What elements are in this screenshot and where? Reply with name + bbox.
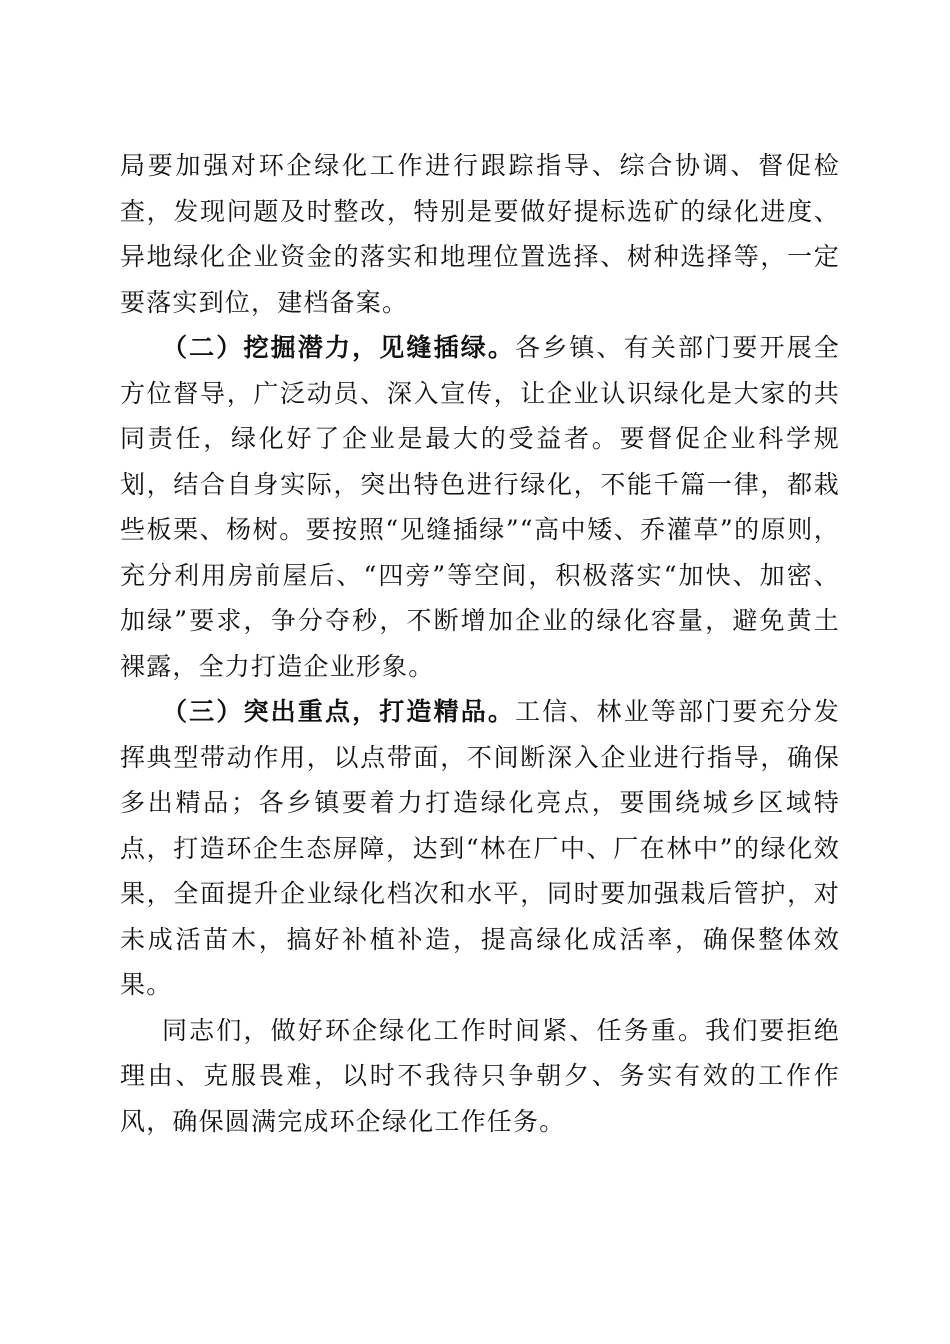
paragraph-section-two <box>120 325 840 689</box>
paragraph-continuation <box>120 143 840 325</box>
paragraph-text: 同志们，做好环企绿化工作时间紧、任务重。我们要拒绝理由、克服畏难，以时不我待只争朝夕、务实有效的工作作风，确保圆满完成环企绿化工作任务。 <box>120 1015 840 1136</box>
section-heading: （二）挖掘潜力，见缝插绿。 <box>162 333 516 362</box>
paragraph-text: 局要加强对环企绿化工作进行跟踪指导、综合协调、督促检查，发现问题及时整改，特别是要做好提标选矿的绿化进度、异地绿化企业资金的落实和地理位置选择、树种选择等，一定要落实到位，建档备案。 <box>120 151 840 317</box>
paragraph-text: 工信、林业等部门要充分发挥典型带动作用，以点带面，不间断深入企业进行指导，确保多出精品；各乡镇要着力打造绿化亮点，要围绕城乡区域特点，打造环企生态屏障，达到“林在厂中、厂在林中”的绿化效果，全面提升企业绿化档次和水平，同时要加强栽后管护，对未成活苗木，搞好补植补造，提高绿化成活率，确保整体效果。 <box>120 697 840 999</box>
paragraph-section-three <box>120 689 840 1008</box>
paragraph-closing <box>120 1008 840 1145</box>
document-body <box>120 143 840 1144</box>
section-heading: （三）突出重点，打造精品。 <box>162 697 516 726</box>
paragraph-text: 各乡镇、有关部门要开展全方位督导，广泛动员、深入宣传，让企业认识绿化是大家的共同责任，绿化好了企业是最大的受益者。要督促企业科学规划，结合自身实际，突出特色进行绿化，不能千篇一律，都栽些板栗、杨树。要按照“见缝插绿”“高中矮、乔灌草”的原则，充分利用房前屋后、“四旁”等空间，积极落实“加快、加密、加绿”要求，争分夺秒，不断增加企业的绿化容量，避免黄土裸露，全力打造企业形象。 <box>120 333 840 681</box>
